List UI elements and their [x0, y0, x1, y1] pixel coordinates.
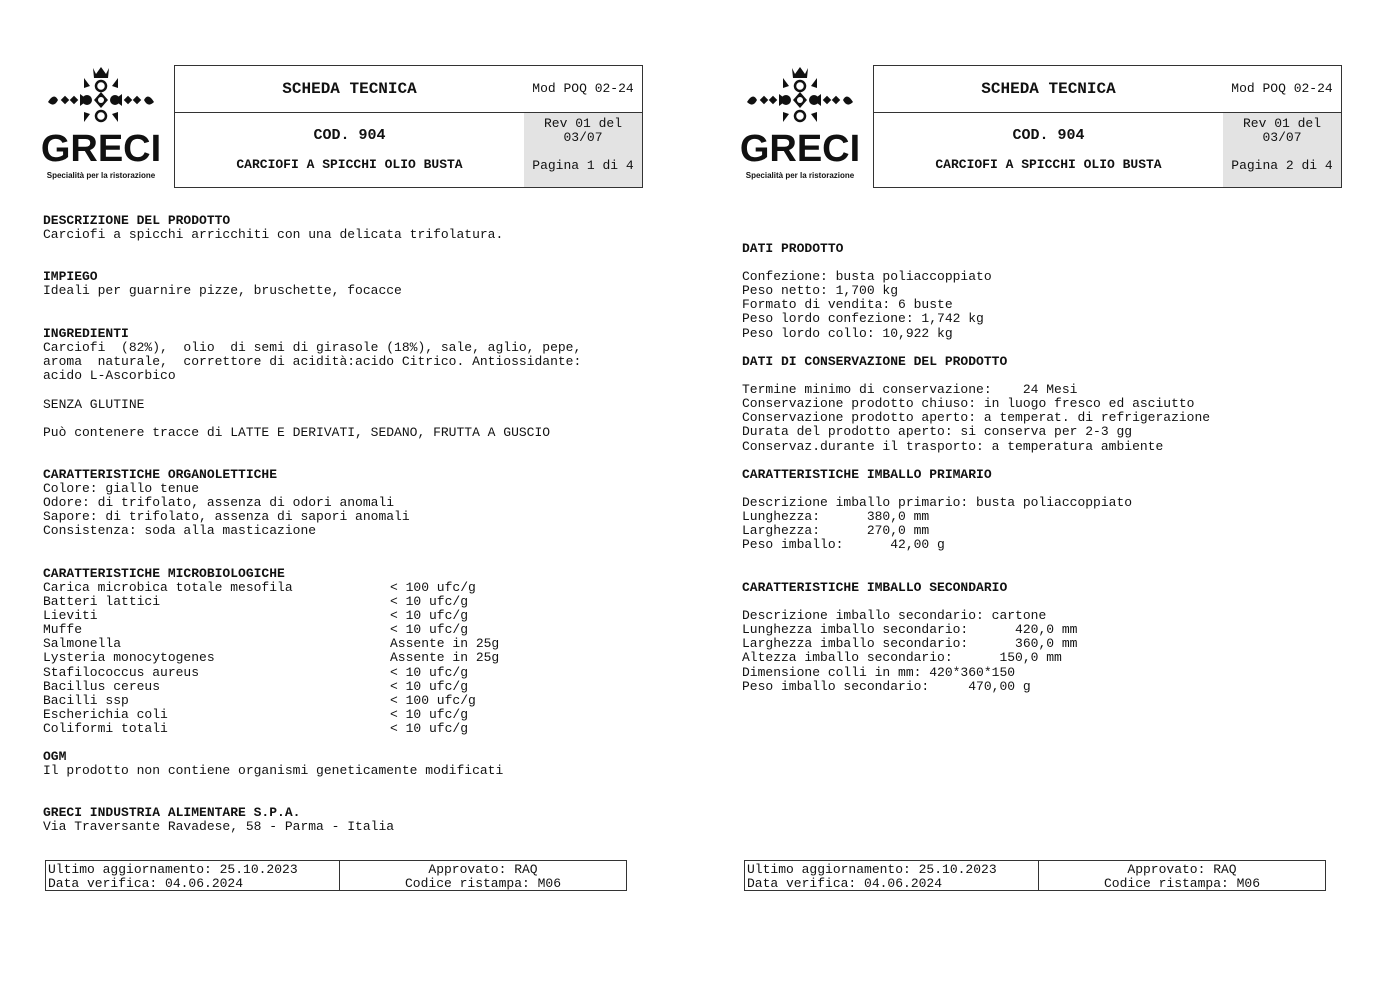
revision: Rev 01 del 03/07 — [543, 116, 622, 145]
organoleptic-line: Consistenza: soda alla masticazione — [43, 523, 317, 539]
reprint-code: Codice ristampa: M06 — [404, 876, 562, 891]
micro-name: Bacillus cereus — [43, 678, 161, 694]
ogm-text: Il prodotto non contiene organismi geneticamente modificati — [43, 763, 504, 779]
section-title: DESCRIZIONE DEL PRODOTTO — [43, 213, 231, 228]
approved-by: Approvato: RAQ — [428, 862, 538, 877]
storage-section — [742, 355, 1210, 454]
section-title: CARATTERISTICHE IMBALLO SECONDARIO — [742, 580, 1008, 595]
gluten-free-note: SENZA GLUTINE — [43, 397, 145, 412]
greci-logo — [739, 64, 861, 184]
section-title: OGM — [43, 749, 67, 764]
micro-value: Assente in 25g — [390, 636, 500, 652]
micro-name: Lysteria monocytogenes — [43, 650, 215, 666]
micro-name: Escherichia coli — [43, 706, 168, 722]
micro-value: < 10 ufc/g — [390, 622, 469, 638]
secondary-packaging-line: Peso imballo secondario: 470,00 g — [742, 678, 1031, 694]
micro-names — [43, 581, 293, 736]
organoleptic-section — [43, 468, 410, 538]
micro-name: Lieviti — [43, 608, 98, 624]
secondary-packaging-line: Descrizione imballo secondario: cartone — [742, 608, 1047, 624]
greci-logo — [40, 64, 162, 184]
logo-emblem-icon — [40, 64, 162, 128]
product-data-line: Confezione: busta poliaccoppiato — [742, 269, 992, 285]
micro-name: Bacilli ssp — [43, 692, 129, 708]
micro-value: < 10 ufc/g — [390, 594, 469, 610]
storage-line: Durata del prodotto aperto: si conserva per 2-3 gg — [742, 424, 1133, 440]
footer-box — [744, 860, 1326, 891]
reprint-code: Codice ristampa: M06 — [1103, 876, 1261, 891]
storage-line: Conservaz.durante il trasporto: a temperatura ambiente — [742, 438, 1164, 454]
doc-title: SCHEDA TECNICA — [874, 66, 1223, 113]
section-title: INGREDIENTI — [43, 326, 129, 341]
footer-box — [45, 860, 627, 891]
page-number: Pagina 1 di 4 — [532, 158, 634, 173]
secondary-packaging-line: Altezza imballo secondario: 150,0 mm — [742, 650, 1062, 666]
product-code: COD. 904 — [313, 127, 386, 144]
micro-value: < 10 ufc/g — [390, 720, 469, 736]
micro-name: Carica microbica totale mesofila — [43, 580, 293, 595]
secondary-packaging-section — [742, 581, 1077, 694]
header-box — [873, 65, 1342, 188]
primary-packaging-section — [742, 468, 1132, 553]
company-section — [43, 806, 394, 834]
primary-packaging-line: Larghezza: 270,0 mm — [742, 523, 930, 539]
organoleptic-line: Odore: di trifolato, assenza di odori anomali — [43, 495, 395, 511]
micro-name: Coliformi totali — [43, 720, 168, 736]
organoleptic-line: Sapore: di trifolato, assenza di sapori anomali — [43, 509, 410, 525]
product-data-line: Peso netto: 1,700 kg — [742, 283, 899, 299]
verification-date: Data verifica: 04.06.2024 — [48, 876, 244, 891]
primary-packaging-line: Lunghezza: 380,0 mm — [742, 509, 930, 525]
micro-name: Stafilococcus aureus — [43, 664, 200, 680]
last-updated: Ultimo aggiornamento: 25.10.2023 — [48, 862, 298, 877]
section-title: IMPIEGO — [43, 269, 98, 284]
secondary-packaging-line: Larghezza imballo secondario: 360,0 mm — [742, 636, 1078, 652]
product-data-line: Peso lordo collo: 10,922 kg — [742, 325, 953, 341]
ingredients-line: Carciofi (82%), olio di semi di girasole (18%), sale, aglio, pepe, — [43, 340, 582, 356]
page-2 — [699, 0, 1399, 989]
micro-name: Batteri lattici — [43, 594, 161, 610]
ingredients-line: aroma naturale, correttore di acidità:acido Citrico. Antiossidante: — [43, 354, 582, 370]
product-data-line: Formato di vendita: 6 buste — [742, 297, 953, 313]
ingredients-section — [43, 327, 581, 383]
storage-line: Conservazione prodotto aperto: a temperat. di refrigerazione — [742, 410, 1211, 426]
brand-tagline: Specialità per la ristorazione — [745, 171, 855, 180]
section-title: CARATTERISTICHE IMBALLO PRIMARIO — [742, 467, 992, 482]
company-address: Via Traversante Ravadese, 58 - Parma - Italia — [43, 819, 395, 835]
micro-value: < 10 ufc/g — [390, 706, 469, 722]
description-section — [43, 214, 503, 242]
micro-name: Salmonella — [43, 636, 122, 652]
storage-line: Termine minimo di conservazione: 24 Mesi — [742, 382, 1078, 398]
ogm-section — [43, 750, 503, 778]
primary-packaging-line: Descrizione imballo primario: busta poliaccoppiato — [742, 495, 1133, 511]
section-title: DATI PRODOTTO — [742, 241, 844, 256]
section-title: DATI DI CONSERVAZIONE DEL PRODOTTO — [742, 354, 1008, 369]
brand-tagline: Specialità per la ristorazione — [46, 171, 156, 180]
product-data-section — [742, 242, 992, 341]
logo-emblem-icon — [739, 64, 861, 128]
revision: Rev 01 del 03/07 — [1242, 116, 1321, 145]
micro-value: < 10 ufc/g — [390, 678, 469, 694]
allergens-note: Può contenere tracce di LATTE E DERIVATI, SEDANO, FRUTTA A GUSCIO — [43, 425, 551, 440]
secondary-packaging-line: Dimensione colli in mm: 420*360*150 — [742, 664, 1016, 680]
header-box — [174, 65, 643, 188]
page-number: Pagina 2 di 4 — [1231, 158, 1333, 173]
verification-date: Data verifica: 04.06.2024 — [747, 876, 943, 891]
approved-by: Approvato: RAQ — [1127, 862, 1237, 877]
use-section — [43, 270, 402, 298]
micro-value: < 100 ufc/g — [390, 580, 476, 595]
micro-title — [43, 567, 285, 581]
product-code: COD. 904 — [1012, 127, 1085, 144]
doc-title: SCHEDA TECNICA — [175, 66, 524, 113]
product-name: CARCIOFI A SPICCHI OLIO BUSTA — [236, 157, 463, 172]
organoleptic-line: Colore: giallo tenue — [43, 481, 200, 497]
brand-name: GRECI — [739, 128, 861, 170]
micro-value: < 10 ufc/g — [390, 664, 469, 680]
micro-name: Muffe — [43, 622, 83, 638]
micro-value: Assente in 25g — [390, 650, 500, 666]
ingredients-line: acido L-Ascorbico — [43, 368, 176, 384]
section-title: CARATTERISTICHE ORGANOLETTICHE — [43, 467, 278, 482]
section-title: CARATTERISTICHE MICROBIOLOGICHE — [43, 566, 285, 581]
micro-value: < 10 ufc/g — [390, 608, 469, 624]
product-data-line: Peso lordo confezione: 1,742 kg — [742, 311, 984, 327]
storage-line: Conservazione prodotto chiuso: in luogo fresco ed asciutto — [742, 396, 1195, 412]
mod-code: Mod POQ 02-24 — [524, 66, 642, 113]
secondary-packaging-line: Lunghezza imballo secondario: 420,0 mm — [742, 622, 1078, 638]
micro-value: < 100 ufc/g — [390, 692, 476, 708]
micro-values — [390, 581, 499, 736]
primary-packaging-line: Peso imballo: 42,00 g — [742, 537, 945, 553]
product-name: CARCIOFI A SPICCHI OLIO BUSTA — [935, 157, 1162, 172]
description-text: Carciofi a spicchi arricchiti con una delicata trifolatura. — [43, 227, 504, 243]
last-updated: Ultimo aggiornamento: 25.10.2023 — [747, 862, 997, 877]
brand-name: GRECI — [40, 128, 162, 170]
company-name: GRECI INDUSTRIA ALIMENTARE S.P.A. — [43, 805, 301, 820]
use-text: Ideali per guarnire pizze, bruschette, focacce — [43, 283, 402, 299]
mod-code: Mod POQ 02-24 — [1223, 66, 1341, 113]
